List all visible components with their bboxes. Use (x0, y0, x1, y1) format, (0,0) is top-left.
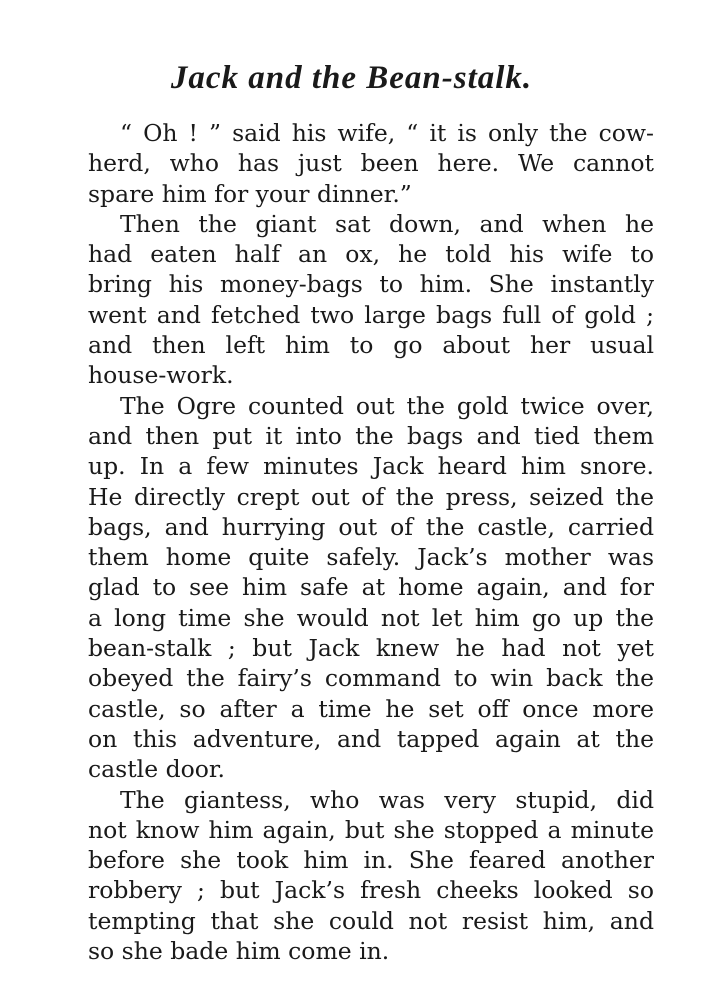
text-line: He directly crept out of the press, seized the (88, 482, 654, 511)
text-line: bags, and hurrying out of the castle, carried (88, 512, 654, 541)
text-line: up. In a few minutes Jack heard him snore. (88, 452, 654, 481)
text-line: and then put it into the bags and tied them (88, 421, 654, 450)
text-line: herd, who has just been here. We cannot (88, 149, 654, 178)
text-line: them home quite safely. Jack’s mother was (88, 543, 654, 572)
body-text (88, 118, 654, 966)
text-line: castle, so after a time he set off once more (88, 694, 654, 723)
text-line: “ Oh ! ” said his wife, “ it is only the cow- (120, 119, 654, 147)
text-line: castle door. (88, 755, 226, 784)
text-line: not know him again, but she stopped a minute (88, 815, 654, 844)
text-line: had eaten half an ox, he told his wife to (88, 240, 654, 269)
text-line: glad to see him safe at home again, and for (88, 573, 654, 602)
running-title: Jack and the Bean-stalk. (170, 60, 533, 96)
text-line: went and fetched two large bags full of gold ; (88, 300, 654, 329)
text-line: Then the giant sat down, and when he (120, 209, 654, 238)
text-line: tempting that she could not resist him, and (88, 906, 654, 935)
text-line: spare him for your dinner.” (88, 179, 412, 208)
text-line: The giantess, who was very stupid, did (120, 785, 654, 814)
text-line: robbery ; but Jack’s fresh cheeks looked so (88, 876, 654, 905)
text-line: and then left him to go about her usual (88, 331, 654, 360)
text-line: so she bade him come in. (88, 937, 390, 966)
text-line: bean-stalk ; but Jack knew he had not yet (88, 634, 654, 663)
text-line: on this adventure, and tapped again at the (88, 724, 654, 753)
text-line: a long time she would not let him go up the (88, 603, 654, 632)
text-line: The Ogre counted out the gold twice over, (120, 391, 654, 420)
text-line: obeyed the fairy’s command to win back the (88, 664, 654, 693)
text-line: bring his money-bags to him. She instantly (88, 270, 654, 299)
text-line: before she took him in. She feared another (88, 846, 654, 875)
text-line: house-work. (88, 361, 234, 390)
